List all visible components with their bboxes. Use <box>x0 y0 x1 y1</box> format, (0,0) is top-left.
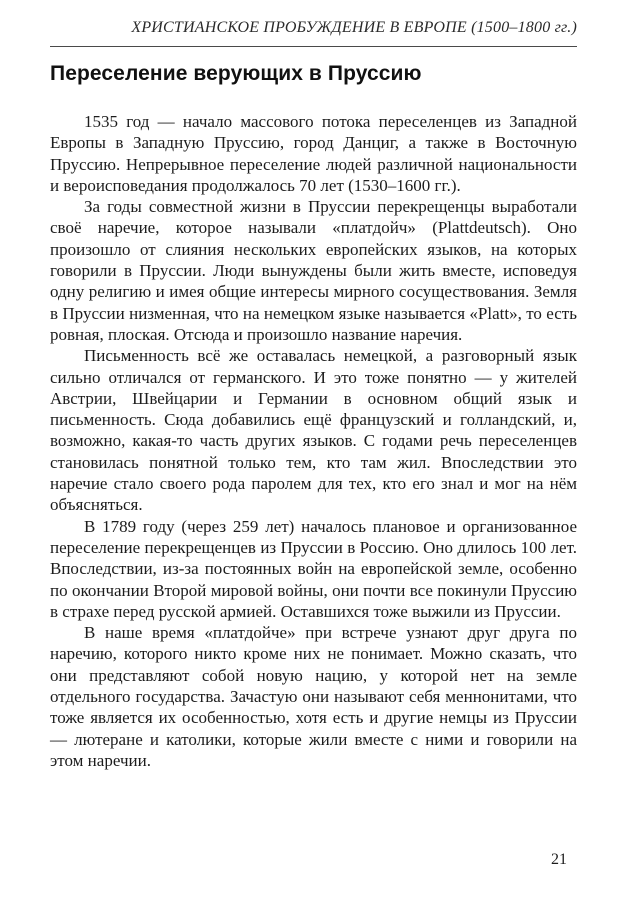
paragraph: В 1789 году (через 259 лет) началось плановое и организованное переселение перекрещенцев из Пруссии в Россию. Оно длилось 100 лет. Впоследствии, из-за постоянных войн на европейской земле, особенно по окончании Второй мировой войны, они почти все покинули Пруссию в страхе перед русской армией. Оставшихся тоже выжили из Пруссии. <box>50 516 577 621</box>
paragraph: В наше время «платдойче» при встрече узнают друг друга по наречию, которого никто кроме них не понимает. Можно сказать, что они представляют собой новую нацию, у которой нет на земле отдельного государства. Зачастую они называют себя меннонитами, что тоже является их особенностью, хотя есть и другие немцы из Пруссии — лютеране и католики, которые жили вместе с ними и говорили на этом наречии. <box>50 623 577 770</box>
page-title: Переселение верующих в Пруссию <box>50 62 422 85</box>
header-rule <box>50 46 577 47</box>
body-text <box>50 111 577 771</box>
paragraph: За годы совместной жизни в Пруссии перекрещенцы выработали своё наречие, которое называли «платдойч» (Plattdeutsch). Оно произошло от слияния нескольких европейских языков, на которых говорили в Пруссии. Люди вынуждены были жить вместе, исповедуя одну религию и имея общие интересы мирного сосуществования. Земля в Пруссии низменная, что на немецком языке называется «Platt», то есть ровная, плоская. Отсюда и произошло название наречия. <box>50 197 577 344</box>
paragraph: Письменность всё же оставалась немецкой, а разговорный язык сильно отличался от германского. И это тоже понятно — у жителей Австрии, Швейцарии и Германии в основном общий язык и письменность. Сюда добавились ещё французский и голландский, и, возможно, какая-то часть других языков. С годами речь переселенцев становилась понятной только тем, кто там жил. Впоследствии это наречие стало своего рода паролем для тех, кто его знал и мог на нём объясняться. <box>50 346 577 515</box>
paragraph: 1535 год — начало массового потока переселенцев из Западной Европы в Западную Пруссию, город Данциг, а также в Восточную Пруссию. Непрерывное переселение людей различной национальности и вероисповедания продолжалось 70 лет (1530–1600 гг.). <box>50 112 577 195</box>
running-header: ХРИСТИАНСКОЕ ПРОБУЖДЕНИЕ В ЕВРОПЕ (1500–1800 гг.) <box>131 19 577 36</box>
page-number: 21 <box>551 851 567 868</box>
